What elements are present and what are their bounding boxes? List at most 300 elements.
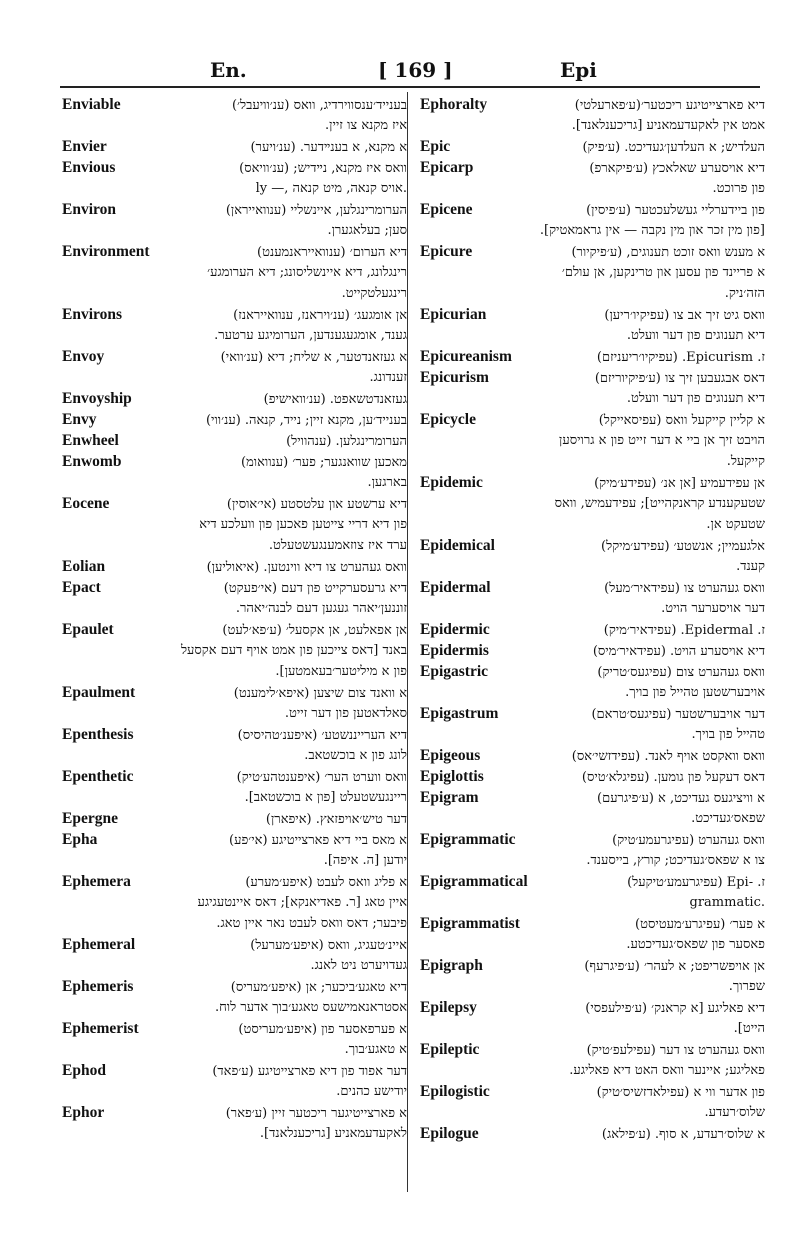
entry-line: [420, 409, 765, 430]
dictionary-entry: [420, 913, 765, 955]
definition-continuation: יודישע כהנים.: [336, 1084, 407, 1099]
definition-continuation: שלוס׳רעדע.: [704, 1105, 765, 1120]
entry-line: [420, 430, 765, 451]
headword: Epileptic: [420, 1041, 480, 1058]
definition-continuation: ריינגעשטעלט [פון א בוכשטאב].: [244, 790, 407, 805]
entry-line: [420, 850, 765, 871]
entry-line: [420, 577, 765, 598]
entry-line: [62, 598, 407, 619]
dictionary-entry: [62, 829, 407, 871]
definition-continuation: [פון מין זכר און מין נקבה — אין גראמאטיק].: [539, 223, 765, 238]
entry-line: [62, 703, 407, 724]
headword: Environs: [62, 306, 123, 323]
headword: Epicarp: [420, 159, 474, 176]
entry-line: [62, 514, 407, 535]
dictionary-entry: [420, 703, 765, 745]
definition-continuation: סען; בעלאגערן.: [327, 223, 407, 238]
entry-line: [62, 1060, 407, 1081]
dictionary-entry: [62, 94, 407, 136]
definition-continuation: grammatic.: [689, 895, 765, 910]
definition-text: דיא טאגע׳ביכער; אן (איפע׳מעריס): [230, 980, 407, 995]
definition-text: הערומרינגלען, איינשליי (ענוואייראן): [225, 203, 407, 218]
definition-continuation: א טאגע׳בוך.: [344, 1042, 407, 1057]
entry-line: [420, 745, 765, 766]
entry-line: [420, 724, 765, 745]
page-number: [ 169 ]: [378, 58, 453, 82]
headword: Epicycle: [420, 411, 476, 428]
headword: Eocene: [62, 495, 110, 512]
dictionary-entry: [62, 199, 407, 241]
entry-line: [62, 283, 407, 304]
entry-line: [420, 493, 765, 514]
dictionary-entry: [420, 409, 765, 472]
entry-line: [62, 535, 407, 556]
definition-continuation: הייט].: [733, 1021, 765, 1036]
definition-continuation: טהייל פון בויך.: [691, 727, 765, 742]
definition-continuation: שטעקענדע קראנקהייט]; עפידעמיש, וואס: [554, 496, 765, 511]
entry-line: [420, 136, 765, 157]
entry-line: [62, 115, 407, 136]
definition-continuation: שפאס׳געדיכט.: [691, 811, 765, 826]
entry-line: [62, 178, 407, 199]
entry-line: [420, 976, 765, 997]
entry-line: [62, 367, 407, 388]
definition-text: אן אפאלעט, אן אקסעל׳ (ע׳פא׳לעט): [222, 623, 407, 638]
definition-text: ז. Epidermal. (עפידאיר׳מיק): [603, 623, 765, 638]
definition-text: וואס וואקסט אויף לאנד. (עפידזשי׳אס): [571, 749, 765, 764]
definition-text: וואס געהערט צו דער (עפילעפ׳טיק): [586, 1043, 765, 1058]
left-column: [62, 94, 407, 1144]
entry-line: [420, 871, 765, 892]
entry-line: [62, 619, 407, 640]
definition-text: דיא אויסערע הויט. (עפידאיר׳מיס): [592, 644, 765, 659]
headword: Epilepsy: [420, 999, 477, 1016]
entry-line: [420, 241, 765, 262]
entry-line: [420, 619, 765, 640]
definition-continuation: דיא תענוגים פון דער וועלט.: [626, 391, 765, 406]
definition-text: דיא ערשטע און עלטסטע (אי׳אוסין): [226, 497, 407, 512]
dictionary-entry: [62, 766, 407, 808]
definition-continuation: לונג פון א בוכשטאב.: [304, 748, 407, 763]
definition-text: דיא פאליגע [א קראנק׳ (ע׳פילעפסי): [585, 1001, 765, 1016]
dictionary-entry: [62, 808, 407, 829]
dictionary-entry: [420, 745, 765, 766]
definition-text: דיא הערייננשטע׳ (איפענ׳טהיסיס): [237, 728, 407, 743]
dictionary-entry: [420, 619, 765, 640]
headword: Epidemical: [420, 537, 495, 554]
headword: Epigrammatic: [420, 831, 516, 848]
entry-line: [420, 1060, 765, 1081]
entry-line: [62, 640, 407, 661]
definition-continuation: גענד, אומגעגענדען, הערומיגע ערטער.: [214, 328, 407, 343]
entry-line: [62, 94, 407, 115]
definition-continuation: צו א שפאס׳געדיכט; קורץ, בייסענד.: [586, 853, 765, 868]
dictionary-entry: [420, 535, 765, 577]
definition-text: א מענש וואס זוכט תענוגים, (ע׳פיקיור): [571, 245, 765, 260]
definition-continuation: פון א מיליטער׳בעאמטען].: [275, 664, 407, 679]
definition-text: ז. Epicurism. (עפיקיו׳ריעניזם): [596, 350, 765, 365]
definition-continuation: בארגען.: [367, 475, 407, 490]
dictionary-entry: [62, 388, 407, 409]
definition-continuation: הויבט זיך אן ביי א דער זייט פון א גרויסען: [559, 433, 765, 448]
entry-line: [420, 535, 765, 556]
definition-continuation: איז מקנא צו זיין.: [325, 118, 407, 133]
headword: Epenthesis: [62, 726, 134, 743]
definition-text: א מקנא, א בענײדער. (ענ׳ויער): [250, 140, 407, 155]
definition-text: דער אפוד פון דיא פארצייטיגע (ע׳פאד): [212, 1064, 407, 1079]
headword: Epigram: [420, 789, 479, 806]
headword: Epidermis: [420, 642, 489, 659]
dictionary-entry: [420, 94, 765, 136]
dictionary-entry: [62, 619, 407, 682]
headword: Ephod: [62, 1062, 106, 1079]
definition-text: דיא גרעסערקייט פון דעם (אי׳פעקט): [223, 581, 407, 596]
headword: Epicurism: [420, 369, 489, 386]
entry-line: [62, 136, 407, 157]
definition-text: דיא אויסערע שאלאכץ (ע׳פיקארפ): [589, 161, 765, 176]
definition-text: בענייד׳ענסווירדיג, וואס (ענ׳וויעבל׳): [231, 98, 407, 113]
entry-line: [420, 514, 765, 535]
entry-line: [62, 388, 407, 409]
entry-line: [420, 913, 765, 934]
headword: Enviable: [62, 96, 121, 113]
entry-line: [62, 934, 407, 955]
entry-line: [62, 955, 407, 976]
definition-continuation: פון פרוכט.: [712, 181, 765, 196]
dictionary-entry: [62, 724, 407, 766]
definition-continuation: אסטראנאמישעס טאגע׳בוך אדער לוח.: [214, 1000, 407, 1015]
entry-line: [420, 1081, 765, 1102]
entry-line: [420, 346, 765, 367]
entry-line: [62, 808, 407, 829]
headword: Ephor: [62, 1104, 105, 1121]
definition-text: א פער׳ (עפיגרע׳מעטיסט): [635, 917, 765, 932]
dictionary-entry: [62, 682, 407, 724]
definition-continuation: דיא תענוגים פון דער וועלט.: [626, 328, 765, 343]
dictionary-entry: [420, 871, 765, 913]
definition-text: אן עפידעמיע [אן אנ׳ (עפידע׳מיק): [594, 476, 765, 491]
entry-line: [62, 682, 407, 703]
headword: Ephemeris: [62, 978, 134, 995]
headword: Epigastric: [420, 663, 489, 680]
entry-line: [420, 367, 765, 388]
entry-line: [420, 934, 765, 955]
dictionary-entry: [62, 934, 407, 976]
entry-line: [62, 157, 407, 178]
headword: Epigrammatist: [420, 915, 520, 932]
dictionary-entry: [420, 1081, 765, 1123]
headword: Envious: [62, 159, 116, 176]
entry-line: [420, 94, 765, 115]
dictionary-entry: [62, 136, 407, 157]
definition-text: פון ביידערליי געשלעכטער (ע׳פיסין): [586, 203, 765, 218]
dictionary-entry: [62, 577, 407, 619]
dictionary-entry: [420, 157, 765, 199]
definition-text: דער טיש׳אויפזאץ. (איפארן): [265, 812, 407, 827]
entry-line: [420, 1123, 765, 1144]
definition-continuation: פיבער; דאס וואס לעבט נאר איין טאג.: [216, 916, 407, 931]
definition-continuation: זענדונג.: [369, 370, 407, 385]
entry-line: [420, 451, 765, 472]
entry-line: [62, 556, 407, 577]
entry-line: [62, 241, 407, 262]
dictionary-entry: [420, 787, 765, 829]
dictionary-entry: [420, 997, 765, 1039]
entry-line: [62, 577, 407, 598]
headword: Epidermic: [420, 621, 490, 638]
definition-text: וואס געהערט (עפיגרעמע׳טיק): [612, 833, 765, 848]
definition-text: א פארצייטיגער ריכטער זיין (ע׳פאר): [225, 1106, 407, 1121]
definition-continuation: סאלדאטען פון דער זייט.: [284, 706, 407, 721]
definition-text: פון אדער ווי א (עפילאדזשיס׳טיק): [596, 1085, 765, 1100]
definition-continuation: קייקעל.: [726, 454, 765, 469]
definition-text: א פערפאסער פון (איפע׳מעריסט): [238, 1022, 407, 1037]
headword: Epiglottis: [420, 768, 484, 785]
definition-text: אלגעמיין; אנשטע׳ (עפידע׳מיקל): [601, 539, 765, 554]
definition-text: מאכען שוואנגער; פער׳ (ענוואומ): [241, 455, 407, 470]
definition-continuation: ly —, אויס קנאה, מיט קנאה.: [255, 181, 407, 196]
entry-line: [420, 640, 765, 661]
definition-continuation: רינגלונג, דיא איינשליסונג; דיא הערומגע׳: [207, 265, 407, 280]
headword: Epha: [62, 831, 98, 848]
dictionary-entry: [420, 640, 765, 661]
entry-line: [420, 304, 765, 325]
entry-line: [62, 1039, 407, 1060]
dictionary-entry: [420, 829, 765, 871]
entry-line: [420, 220, 765, 241]
headword: Epigeous: [420, 747, 481, 764]
entry-line: [62, 325, 407, 346]
entry-line: [62, 1081, 407, 1102]
headword: Epigraph: [420, 957, 483, 974]
entry-line: [420, 388, 765, 409]
dictionary-entry: [62, 493, 407, 556]
headword: Ephemerist: [62, 1020, 139, 1037]
dictionary-entry: [420, 346, 765, 367]
definition-text: ז. -Epi (עפיגרעמע׳טיקעל): [627, 875, 765, 890]
right-column: [420, 94, 765, 1144]
headword: Epergne: [62, 810, 118, 827]
headword: Ephemeral: [62, 936, 136, 953]
dictionary-entry: [62, 556, 407, 577]
entry-line: [62, 262, 407, 283]
definition-continuation: יודען [ה. איפה].: [323, 853, 407, 868]
definition-text: א וואנד צום שיצען (איפא׳לימענט): [233, 686, 407, 701]
headword: Envoy: [62, 348, 105, 365]
definition-text: א געזאנדטער, א שליח; דיא (ענ׳וואי): [220, 350, 407, 365]
headword: Epigastrum: [420, 705, 499, 722]
definition-text: דיא פארצייטיגע ריכטער׳(ע׳פארעלטי): [574, 98, 765, 113]
entry-line: [420, 703, 765, 724]
entry-line: [420, 892, 765, 913]
dictionary-entry: [62, 430, 407, 451]
definition-text: בענייד׳ען, מקנא זיין; נייד, קנאה. (ענ׳ווי): [205, 413, 407, 428]
headword: Environ: [62, 201, 116, 218]
entry-line: [62, 724, 407, 745]
entry-line: [62, 451, 407, 472]
dictionary-entry: [420, 766, 765, 787]
definition-text: א פליג וואס לעבט (איפע׳מערע): [245, 875, 407, 890]
entry-line: [420, 1018, 765, 1039]
headword: Epaulet: [62, 621, 114, 638]
entry-line: [420, 115, 765, 136]
dictionary-entry: [62, 976, 407, 1018]
definition-text: א שלוס׳רעדע, א סוף. (ע׳פילאג): [601, 1127, 765, 1142]
definition-text: וואס געהערט צו דיא ווינטען. (איאוליען): [206, 560, 407, 575]
entry-line: [62, 472, 407, 493]
headword: Epilogue: [420, 1125, 479, 1142]
dictionary-entry: [62, 871, 407, 934]
entry-line: [420, 157, 765, 178]
definition-text: וואס געהערט צום (עפיגעס׳טריק): [597, 665, 765, 680]
entry-line: [62, 787, 407, 808]
entry-line: [62, 976, 407, 997]
headword: Epicureanism: [420, 348, 512, 365]
entry-line: [420, 556, 765, 577]
headword: Epilogistic: [420, 1083, 490, 1100]
definition-text: העלדיש; א העלדען׳געדיכט. (ע׳פיק): [582, 140, 765, 155]
headword: Ephoralty: [420, 96, 488, 113]
definition-continuation: איין טאג [ר. פאדיאנקא]; דאס איינטעגיגע: [197, 895, 407, 910]
definition-text: א וויציגעס געדיכט, א (ע׳פיגרעם): [597, 791, 765, 806]
definition-continuation: באנד [דאס צייכען פון אמט אויף דעם אקסעל: [180, 643, 407, 658]
definition-text: אן אומגעג׳ (ענ׳ויראנז, ענוואייראנז): [233, 308, 407, 323]
definition-continuation: הזה׳ניק.: [724, 286, 765, 301]
headword: Epaulment: [62, 684, 136, 701]
dictionary-entry: [420, 661, 765, 703]
entry-line: [420, 283, 765, 304]
entry-line: [62, 493, 407, 514]
definition-continuation: שפרוך.: [728, 979, 765, 994]
entry-line: [62, 304, 407, 325]
definition-continuation: קענד.: [736, 559, 765, 574]
definition-continuation: שטעקט אן.: [706, 517, 765, 532]
entry-line: [62, 766, 407, 787]
definition-continuation: רינגעלטקייט.: [341, 286, 407, 301]
headword: Epidermal: [420, 579, 491, 596]
header-left-guide-word: En.: [210, 58, 247, 82]
entry-line: [420, 955, 765, 976]
dictionary-entry: [62, 1060, 407, 1102]
definition-continuation: א פריינד פון עסען און טרינקען, אן עולם׳: [561, 265, 765, 280]
definition-continuation: פאליגע; איינער וואס האט דיא פאליגע.: [569, 1063, 765, 1078]
definition-continuation: פאסער פון שפאס׳געדיכטע.: [626, 937, 765, 952]
column-divider: [407, 92, 408, 1192]
entry-line: [420, 1102, 765, 1123]
dictionary-entry: [62, 241, 407, 304]
headword: Epigrammatical: [420, 873, 528, 890]
dictionary-entry: [420, 367, 765, 409]
definition-text: א קליין קייקעל וואס (עפיסאייקל): [598, 413, 765, 428]
entry-line: [62, 997, 407, 1018]
definition-text: וואס ווערט הער׳ (איפענטהע׳טיק): [236, 770, 407, 785]
entry-line: [62, 892, 407, 913]
definition-continuation: אויבערשטען טהייל פון בויך.: [625, 685, 765, 700]
entry-line: [420, 997, 765, 1018]
dictionary-entry: [420, 472, 765, 535]
headword: Epact: [62, 579, 101, 596]
entry-line: [62, 409, 407, 430]
entry-line: [62, 850, 407, 871]
entry-line: [420, 472, 765, 493]
dictionary-entry: [62, 346, 407, 388]
dictionary-entry: [420, 199, 765, 241]
definition-text: דאס אבגעבען זיך צו (ע׳פיקיוריזם): [594, 371, 765, 386]
entry-line: [420, 1039, 765, 1060]
dictionary-entry: [62, 409, 407, 430]
definition-continuation: ערד איז צוזאמענגעשטעלט.: [268, 538, 407, 553]
entry-line: [62, 430, 407, 451]
entry-line: [62, 199, 407, 220]
headword: Enwomb: [62, 453, 122, 470]
definition-text: וואס איז מקנא, נײדיש; (ענ׳וויאס): [239, 161, 407, 176]
definition-continuation: לאקעדעמאניע [גריכענלאנד].: [259, 1126, 407, 1141]
entry-line: [420, 199, 765, 220]
page-header: [60, 58, 760, 84]
definition-text: געזאנדטשאפט. (ענ׳וואישיפ): [263, 392, 407, 407]
entry-line: [420, 808, 765, 829]
definition-text: אן אויפשריפט; א לעהר׳ (ע׳פיגרעף): [584, 959, 765, 974]
dictionary-entry: [420, 1039, 765, 1081]
definition-text: דער אויבערשטער (עפיגעס׳טראם): [591, 707, 765, 722]
entry-line: [62, 745, 407, 766]
entry-line: [62, 346, 407, 367]
definition-text: וואס גיט זיך אב צו (עפיקיו׳ריען): [604, 308, 765, 323]
headword: Epidemic: [420, 474, 483, 491]
definition-continuation: זוננען׳יאהר געגען דעם לבנה׳יאהר.: [235, 601, 407, 616]
definition-continuation: געדויערט ניט לאנג.: [310, 958, 407, 973]
dictionary-entry: [420, 241, 765, 304]
dictionary-entry: [420, 304, 765, 346]
entry-line: [420, 787, 765, 808]
entry-line: [62, 829, 407, 850]
dictionary-entry: [62, 304, 407, 346]
header-rule: [60, 86, 760, 88]
dictionary-entry: [420, 1123, 765, 1144]
dictionary-entry: [420, 136, 765, 157]
headword: Epicene: [420, 201, 473, 218]
entry-line: [420, 262, 765, 283]
entry-line: [62, 220, 407, 241]
definition-text: א מאס ביי דיא פארצייטיגע (אי׳פע): [229, 833, 407, 848]
headword: Enwheel: [62, 432, 119, 449]
definition-continuation: דער אויסערער הויט.: [661, 601, 765, 616]
entry-line: [420, 766, 765, 787]
entry-line: [420, 829, 765, 850]
headword: Ephemera: [62, 873, 131, 890]
entry-line: [62, 913, 407, 934]
entry-line: [62, 1102, 407, 1123]
entry-line: [62, 661, 407, 682]
headword: Envier: [62, 138, 107, 155]
definition-text: דאס דעקעל פון גומען. (עפיגלא׳טיס): [581, 770, 765, 785]
definition-text: דיא הערום׳ (ענוואייראנמענט): [257, 245, 407, 260]
header-right-guide-word: Epi: [560, 58, 597, 82]
definition-text: וואס געהערט צו (עפידאיר׳מעל): [604, 581, 765, 596]
headword: Eolian: [62, 558, 106, 575]
definition-text: הערומרינגלען. (ענהוויל): [286, 434, 407, 449]
headword: Epenthetic: [62, 768, 134, 785]
dictionary-entry: [420, 577, 765, 619]
headword: Envoyship: [62, 390, 132, 407]
dictionary-entry: [420, 955, 765, 997]
entry-line: [420, 178, 765, 199]
entry-line: [420, 325, 765, 346]
dictionary-entry: [62, 1018, 407, 1060]
entry-line: [420, 682, 765, 703]
entry-line: [420, 598, 765, 619]
headword: Epicurian: [420, 306, 487, 323]
